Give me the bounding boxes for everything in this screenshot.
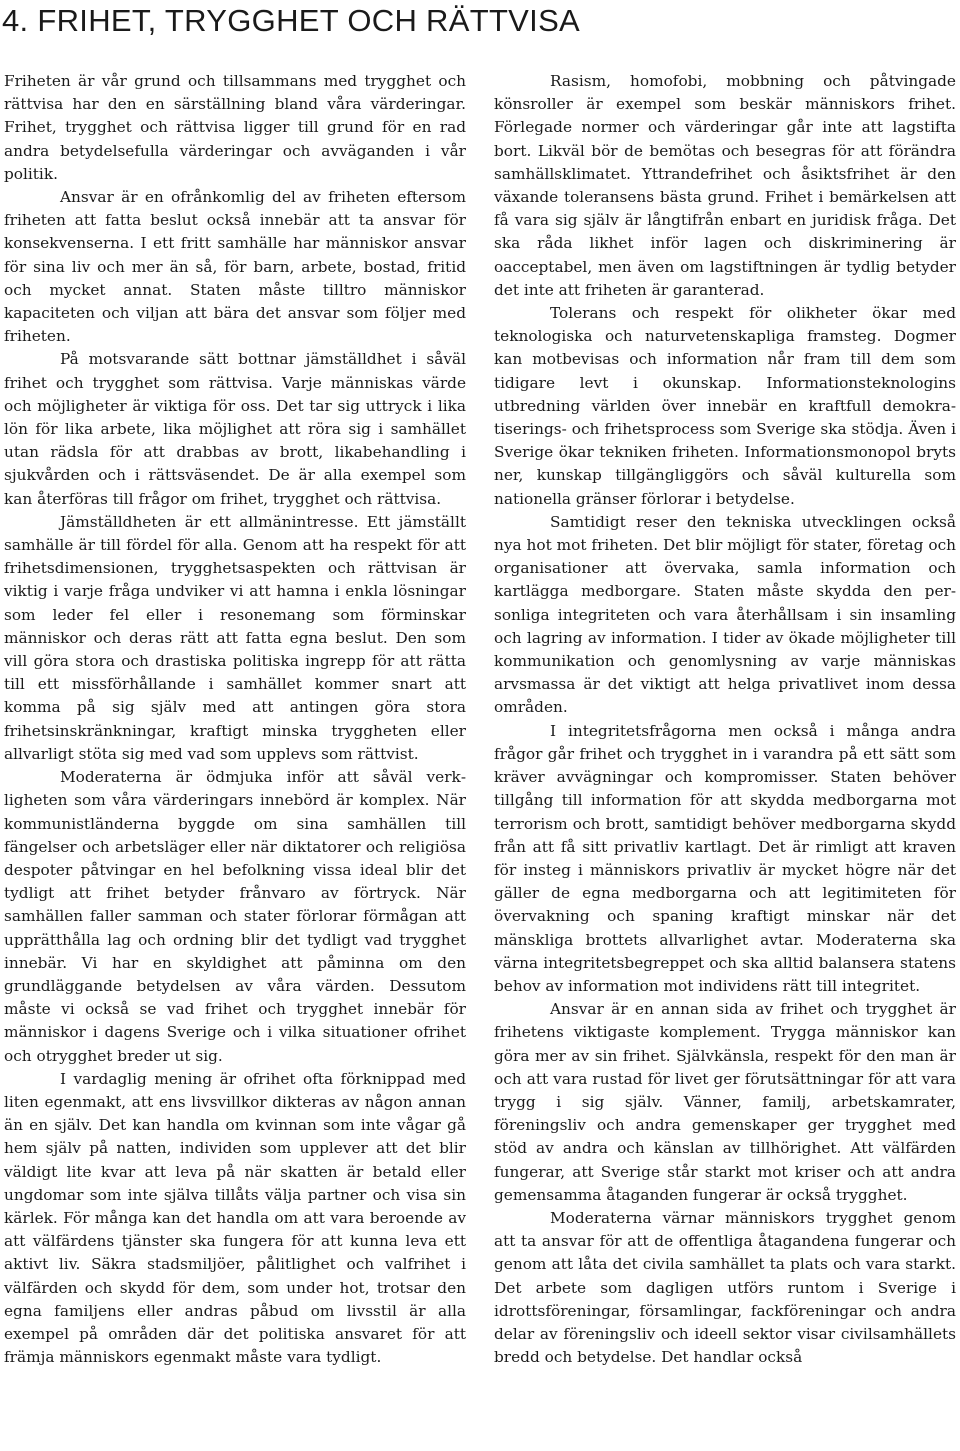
paragraph: Ansvar är en ofrånkomlig del av friheten eftersom friheten att fatta beslut också innebär att ta ansvar för konsekvenserna. I ett fritt samhälle har människor ansvar för sina liv och mer än så, för barn, arbete, bostad, fritid och mycket annat. Staten måste tilltro människor kapaciteten och viljan att bära det ansvar som följer med friheten.	[4, 188, 466, 346]
paragraph: På motsvarande sätt bottnar jämställdhet i såväl frihet och trygghet som rättvisa. Varje människas värde och möjligheter är viktiga för oss. Det tar sig uttryck i lika lön för lika arbete, lika möjlighet att röra sig i samhället utan rädsla för att drabbas av brott, likabehandling i sjukvården och i rättsväsendet. De är alla exempel som kan återföras till frågor om frihet, trygghet och rättvisa.	[4, 350, 466, 508]
paragraph: I vardaglig mening är ofrihet ofta förknippad med liten egenmakt, att ens livsvillkor dikteras av någon annan än en själv. Det kan handla om kvinnan som inte vågar gå hem själv på natten, individen som upplever att det blir väldigt lite kvar att leva på när skatten är betald eller ungdomar som inte själva tillåts välja partner och visa sin kärlek. För många kan det handla om att vara beroende av att välfärdens tjänster ska fungera för att kunna leva ett aktivt liv. Säkra stadsmiljöer, pålitlighet och valfrihet i välfärden och skydd för dem, som under hot, trotsar den egna familjens eller andras påbud om livsstil är alla exempel på områden där det politiska ansvaret för att främja människors egenmakt måste vara tydligt.	[4, 1069, 466, 1367]
paragraph: I integritetsfrågorna men också i många andra frågor går frihet och trygghet in i varandra på ett sätt som kräver avvägningar och kompromisser. Staten behöver tillgång till information för att skydda medborgarna mot terrorism och brott, samtidigt behöver medborgarna skydd från att få sitt privatliv kartlagt. Det är rimligt att kraven för insteg i människors privatliv är mycket högre när det gäller de egna medborgarna och att legitimiteten för övervakning och spaning kraftigt minskar när det mänskliga brottets allvarlighet avtar. Moderaterna ska värna integritetsbegreppet och ska alltid balansera statens behov av information mot individens rätt till integritet.	[494, 721, 956, 995]
paragraph: Rasism, homofobi, mobbning och påtvingade könsroller är exempel som beskär människors frihet. Förlegade normer och värderingar går inte att lagstifta bort. Likväl bör de bemötas och besegras för att förändra samhällsklimatet. Yttrandefrihet och åsiktsfrihet är den växande toleransens bästa grund. Frihet i bemärkelsen att få vara sig själv är långtifrån enbart en juridisk fråga. Det ska råda likhet inför lagen och diskriminering är oacceptabel, men även om lagstiftningen är tydlig betyder det inte att friheten är garanterad.	[494, 72, 956, 299]
paragraph: Moderaterna värnar människors trygghet genom att ta ansvar för att de offentliga åtagandena fungerar och genom att låta det civila samhället ta plats och vara starkt. Det arbete som dagligen utförs runtom i Sverige i idrottsföreningar, församlingar, fackföreningar och andra delar av föreningsliv och ideell sektor visar civilsamhällets bredd och betydelse. Det handlar också	[494, 1208, 956, 1367]
right-column	[494, 70, 956, 1369]
paragraph: Tolerans och respekt för olikheter ökar med teknologiska och naturvetenskapliga framsteg. Dogmer kan motbevisas och information når fram till dem som tidigare levt i okunskap. Informationsteknologins utbredning världen över innebär en kraftfull demokratiserings- och frihetsprocess som Sverige ska stödja. Även i Sverige ökar tekniken friheten. Informationsmonopol bryts ner, kunskap tillgängliggörs och såväl kulturella som nationella gränser förlorar i betydelse.	[494, 304, 956, 508]
paragraph: Moderaterna är ödmjuka inför att såväl verkligheten som våra värderingars innebörd är komplex. När kommunistländerna byggde om sina samhällen till fängelser och arbetsläger eller när diktatorer och religiösa despoter påtvingar en hel befolkning vissa ideal blir det tydligt att frihet betyder frånvaro av förtryck. När samhällen faller samman och stater förlorar förmågan att upprätthålla lag och ordning blir det tydligt vad trygghet innebär. Vi har en skyldighet att påminna om den grundläggande betydelsen av våra värden. Dessutom måste vi också se vad frihet och trygghet innebär för människor i dagens Sverige och i vilka situationer ofrihet och otrygghet breder ut sig.	[4, 768, 466, 1065]
paragraph: Ansvar är en annan sida av frihet och trygghet är frihetens viktigaste komplement. Trygga människor kan göra mer av sin frihet. Självkänsla, respekt för den man är och att vara rustad för livet ger förutsättningar för att vara trygg i sig själv. Vänner, familj, arbetskamrater, föreningsliv och andra gemenskaper ger trygghet med stöd av andra och känslan av tillhörighet. Att välfärden fungerar, att Sverige står starkt mot kriser och att andra gemensamma åtaganden fungerar är också trygghet.	[494, 1000, 956, 1204]
paragraph: Friheten är vår grund och tillsammans med trygghet och rättvisa har den en särställning bland våra värderingar. Frihet, trygghet och rättvisa ligger till grund för en rad andra betydelsefulla värderingar och avväganden i vår politik.	[4, 72, 466, 183]
paragraph: Samtidigt reser den tekniska utvecklingen också nya hot mot friheten. Det blir möjligt för stater, företag och organisationer att övervaka, samla information och kartlägga medborgare. Staten måste skydda den personliga integriteten och vara återhållsam i sin insamling och lagring av information. I tider av ökade möjligheter till kommunikation och genomlysning av varje människas arvsmassa är det viktigt att helga privatlivet inom dessa områden.	[494, 512, 956, 717]
paragraph: Jämställdheten är ett allmänintresse. Ett jämställt samhälle är till fördel för alla. Genom att ha respekt för att frihetsdimensionen, trygghetsaspekten och rättvisan är viktig i varje fråga undviker vi att hamna i enkla lösningar som leder fel eller i resonemang som förminskar människor och deras rätt att fatta egna beslut. Den som vill göra stora och drastiska politiska ingrepp för att rätta till ett missförhållande i samhället kommer snart att komma på sig själv med att antingen göra stora frihetsinskränkningar, kraftigt minska tryggheten eller allvarligt stöta sig med vad som upplevs som rättvist.	[4, 512, 466, 763]
left-column	[4, 70, 466, 1369]
page-title: 4. FRIHET, TRYGGHET OCH RÄTTVISA	[2, 3, 581, 38]
